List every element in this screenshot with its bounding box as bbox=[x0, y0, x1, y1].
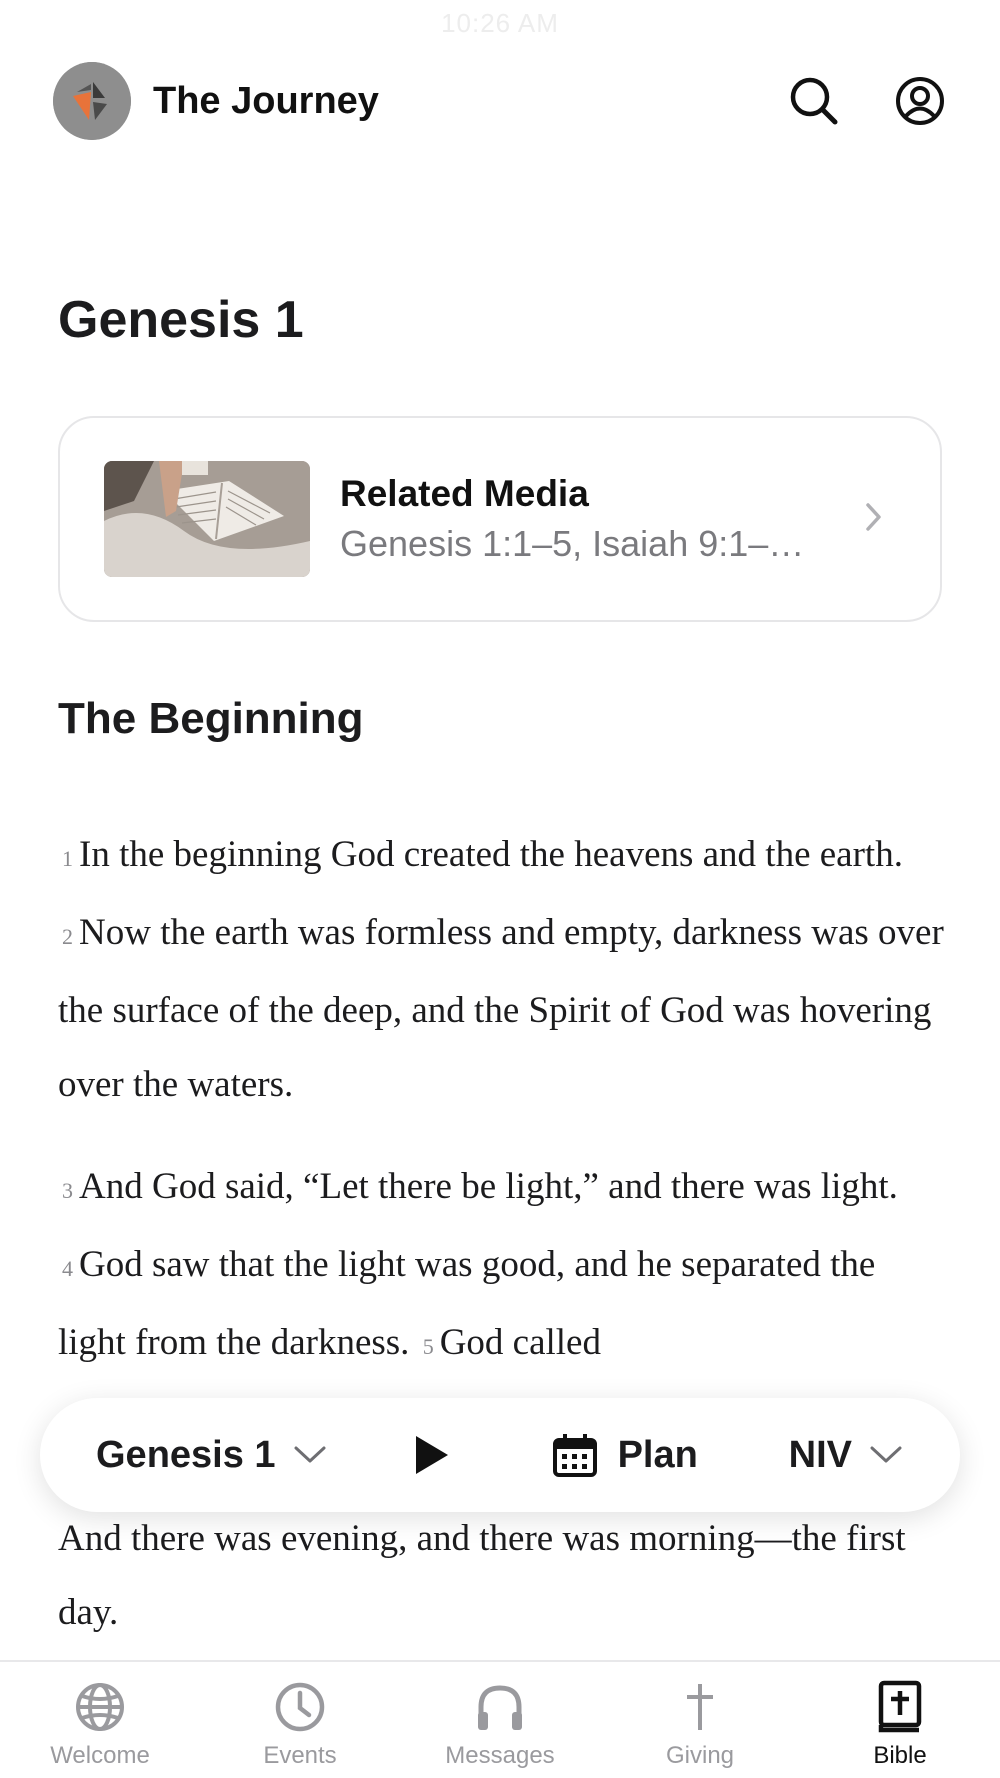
play-audio-button[interactable] bbox=[414, 1434, 450, 1476]
account-icon bbox=[894, 75, 946, 127]
chapter-selector[interactable] bbox=[96, 1434, 328, 1477]
chevron-down-icon bbox=[292, 1444, 328, 1466]
verse-number[interactable]: 1 bbox=[62, 846, 73, 871]
tab-messages[interactable] bbox=[400, 1662, 600, 1778]
verse-text[interactable]: In the beginning God created the heavens and the earth. bbox=[79, 834, 903, 875]
chevron-right-icon bbox=[864, 501, 884, 538]
play-icon bbox=[414, 1434, 450, 1476]
globe-icon bbox=[73, 1680, 127, 1734]
logo-mark-icon bbox=[53, 62, 131, 140]
scripture-paragraph bbox=[58, 818, 948, 1122]
tab-label: Bible bbox=[873, 1742, 927, 1769]
section-heading: The Beginning bbox=[58, 694, 364, 743]
tab-giving[interactable] bbox=[600, 1662, 800, 1778]
profile-button[interactable] bbox=[893, 74, 947, 128]
tab-label: Events bbox=[263, 1742, 337, 1769]
tab-label: Welcome bbox=[50, 1742, 150, 1769]
reader-toolbar bbox=[40, 1398, 960, 1512]
app-header bbox=[53, 62, 947, 140]
calendar-icon bbox=[552, 1432, 598, 1478]
tab-events[interactable] bbox=[200, 1662, 400, 1778]
verse-text[interactable]: God saw that the light was good, and he separated the light from the darkness. bbox=[58, 1244, 876, 1363]
version-selector[interactable] bbox=[789, 1434, 904, 1477]
bottom-tab-bar bbox=[0, 1660, 1000, 1778]
verse-number[interactable]: 3 bbox=[62, 1178, 73, 1203]
search-icon bbox=[788, 75, 840, 127]
tab-label: Giving bbox=[665, 1742, 735, 1769]
reading-plan-button[interactable] bbox=[552, 1432, 698, 1478]
verse-text[interactable]: God called bbox=[439, 1322, 601, 1363]
plan-label: Plan bbox=[617, 1433, 698, 1476]
clock-icon bbox=[273, 1680, 327, 1734]
verse-number[interactable]: 4 bbox=[62, 1256, 73, 1281]
related-media-card[interactable] bbox=[58, 416, 942, 622]
app-title: The Journey bbox=[153, 79, 379, 122]
tab-welcome[interactable] bbox=[0, 1662, 200, 1778]
cross-icon bbox=[673, 1680, 727, 1734]
scripture-paragraph bbox=[58, 1150, 948, 1384]
scripture-passage bbox=[58, 818, 948, 1412]
chapter-title: Genesis 1 bbox=[58, 291, 304, 349]
tab-bible[interactable] bbox=[800, 1662, 1000, 1778]
headphones-icon bbox=[473, 1680, 527, 1734]
related-media-title: Related Media bbox=[340, 473, 589, 514]
open-bible-image-icon bbox=[104, 461, 310, 577]
chapter-selector-label: Genesis 1 bbox=[96, 1433, 276, 1476]
verse-number[interactable]: 2 bbox=[62, 924, 73, 949]
related-media-thumbnail bbox=[104, 461, 310, 577]
status-bar-time: 10:26 AM bbox=[441, 8, 559, 38]
related-media-subtitle: Genesis 1:1–5, Isaiah 9:1–… bbox=[340, 523, 805, 564]
search-button[interactable] bbox=[787, 74, 841, 128]
tab-label: Messages bbox=[445, 1742, 555, 1769]
verse-text[interactable]: And God said, “Let there be light,” and there was light. bbox=[79, 1166, 898, 1207]
bible-icon bbox=[873, 1680, 927, 1734]
church-logo[interactable] bbox=[53, 62, 131, 140]
verse-text[interactable]: Now the earth was formless and empty, darkness was over the surface of the deep, and the Spirit of God was hovering over the waters. bbox=[58, 912, 944, 1105]
chevron-down-icon bbox=[868, 1444, 904, 1466]
verse-number[interactable]: 5 bbox=[422, 1334, 434, 1359]
version-selector-label: NIV bbox=[788, 1433, 852, 1476]
scripture-tail-text: And there was evening, and there was morning—the first day. bbox=[58, 1518, 906, 1633]
